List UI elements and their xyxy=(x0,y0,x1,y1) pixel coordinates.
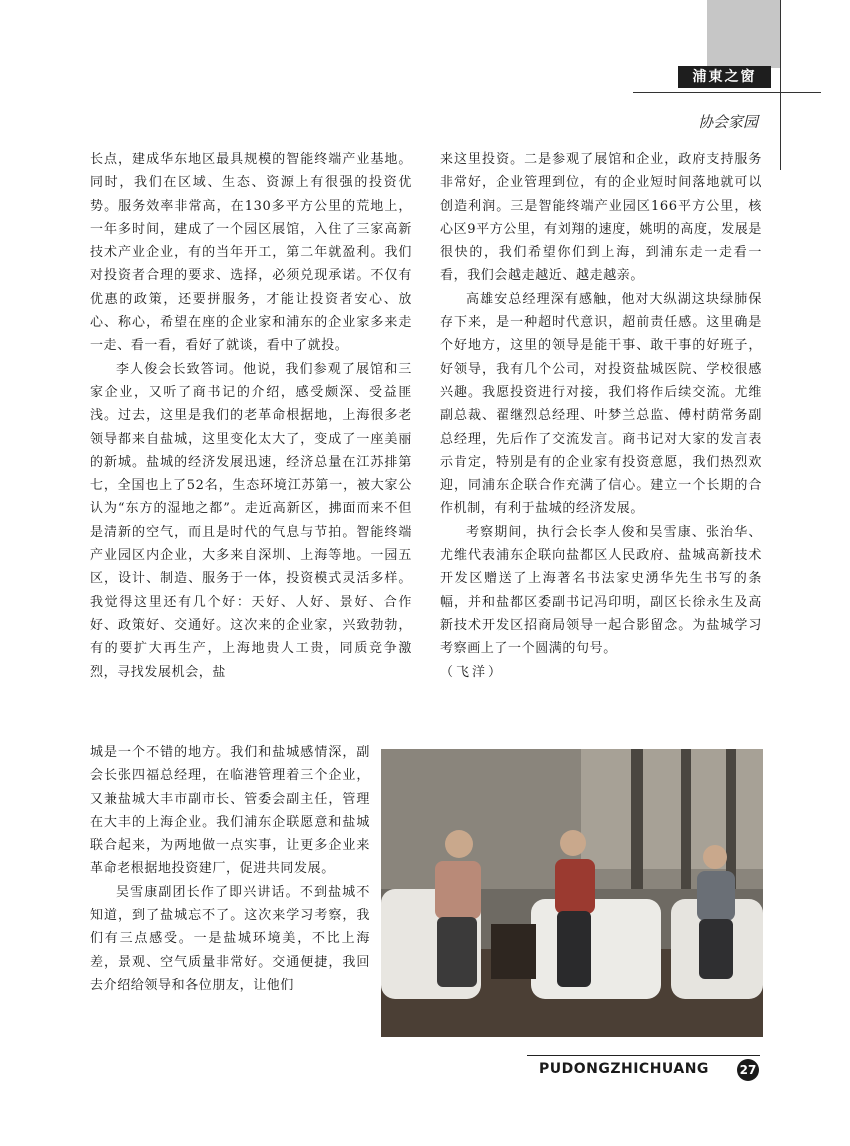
paragraph: 长点，建成华东地区最具规模的智能终端产业基地。同时，我们在区域、生态、资源上有很强的投资优势。服务效率非常高，在130多平方公里的荒地上，一年多时间，建成了一个园区展馆，入住了三家高新技术产业企业，有的当年开工，第二年就盈利。我们对投资者合理的要求、选择，必须兑现承诺。不仅有优惠的政策，还要拼服务，才能让投资者安心、放心、称心，希望在座的企业家和浦东的企业家多来走一走、看一看，看好了就谈，看中了就投。 xyxy=(90,152,412,354)
author-byline: （飞洋） xyxy=(440,664,505,680)
page-number: 27 xyxy=(737,1059,759,1081)
header-horizontal-rule xyxy=(633,92,821,93)
header-vertical-rule xyxy=(780,0,781,170)
footer-magazine-name: PUDONGZHICHUANG xyxy=(539,1061,709,1077)
magazine-brand-logo: 浦東之窗 xyxy=(678,66,771,88)
right-column xyxy=(440,148,762,684)
paragraph: 考察期间，执行会长李人俊和吴雪康、张治华、尤维代表浦东企联向盐都区人民政府、盐城高新技术开发区赠送了上海著名书法家史湧华先生书写的条幅，并和盐都区委副书记冯印明，副区长徐永生及高新技术开发区招商局领导一起合影留念。为盐城学习考察画上了一个圆满的句号。 xyxy=(440,524,762,657)
paragraph: 来这里投资。二是参观了展馆和企业，政府支持服务非常好，企业管理到位，有的企业短时间落地就可以创造利润。三是智能终端产业园区166平方公里，核心区9平方公里，有刘翔的速度，姚明的高度，发展是很快的，我们希望你们到上海，到浦东走一走看一看，我们会越走越近、越走越亲。 xyxy=(440,152,762,284)
footer-rule xyxy=(527,1055,760,1056)
paragraph: 高雄安总经理深有感触，他对大纵湖这块绿肺保存下来，是一种超时代意识，超前责任感。这里确是个好地方，这里的领导是能干事、敢干事的好班子，好领导，我有几个公司，对投资盐城医院、学校很感兴趣。我愿投资进行对接，我们将作后续交流。尤维副总裁、翟继烈总经理、叶梦兰总监、傅村荫常务副总经理，先后作了交流发言。商书记对大家的发言表示肯定，特别是有的企业家有投资意愿，我们热烈欢迎，同浦东企联合作充满了信心。建立一个长期的合作机制，有利于盐城的经济发展。 xyxy=(440,291,762,517)
meeting-photo xyxy=(381,749,763,1037)
paragraph: 吴雪康副团长作了即兴讲话。不到盐城不知道，到了盐城忘不了。这次来学习考察，我们有三点感受。一是盐城环境美，不比上海差，景观、空气质量非常好。交通便捷，我回去介绍给领导和各位朋友，让他们 xyxy=(90,884,370,993)
left-column xyxy=(90,148,412,684)
header-grey-tab xyxy=(707,0,780,68)
paragraph: 城是一个不错的地方。我们和盐城感情深，副会长张四福总经理，在临港管理着三个企业，又兼盐城大丰市副市长、管委会副主任，管理在大丰的上海企业。我们浦东企联愿意和盐城联合起来，为两地做一点实事，让更多企业来革命老根据地投资建厂，促进共同发展。 xyxy=(90,745,370,877)
section-title: 协会家园 xyxy=(697,113,758,131)
left-column-narrow xyxy=(90,741,370,997)
paragraph: 李人俊会长致答词。他说，我们参观了展馆和三家企业，又听了商书记的介绍，感受颇深、受益匪浅。过去，这里是我们的老革命根据地，上海很多老领导都来自盐城，这里变化太大了，变成了一座美丽的新城。盐城的经济发展迅速，经济总量在江苏排第七，全国也上了52名，生态环境江苏第一，被大家公认为“东方的湿地之都”。走近高新区，拂面而来不但是清新的空气，而且是时代的气息与节拍。智能终端产业园区内企业，大多来自深圳、上海等地。一园五区，设计、制造、服务于一体，投资模式灵活多样。我觉得这里还有几个好：天好、人好、景好、合作好、政策好、交通好。这次来的企业家，兴致勃勃，有的要扩大再生产，上海地贵人工贵，同质竞争激烈，寻找发展机会，盐 xyxy=(90,361,412,680)
